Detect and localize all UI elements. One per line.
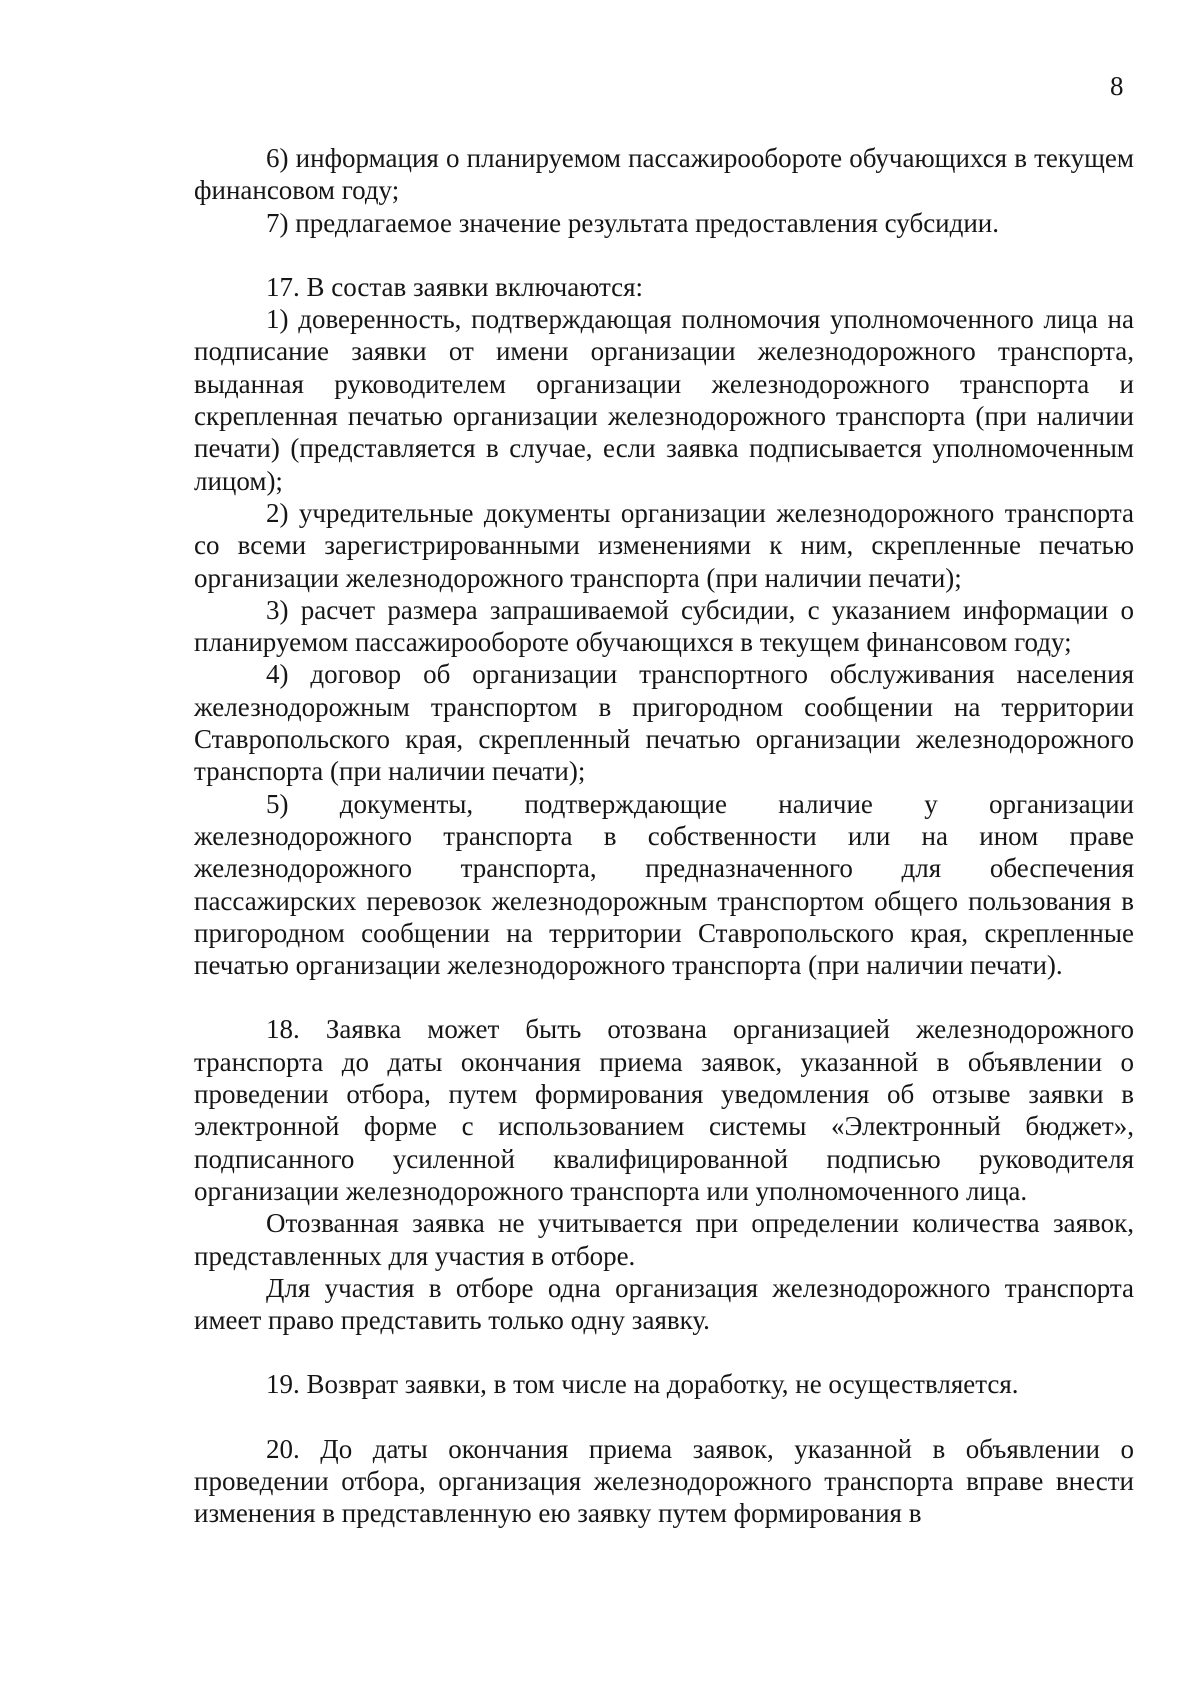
paragraph-17-item-3: 3) расчет размера запрашиваемой субсидии, с указанием информации о планируемом пассажирообороте обучающихся в текущем финансовом году;	[194, 594, 1134, 658]
paragraph-17-item-5: 5) документы, подтверждающие наличие у организации железнодорожного транспорта в собственности или на ином праве железнодорожного транспорта, предназначенного для обеспечения пассажирских перевозок железнодорожным транспортом общего пользования в пригородном сообщении на территории Ставропольского края, скрепленные печатью организации железнодорожного транспорта (при наличии печати).	[194, 788, 1134, 981]
paragraph-gap	[194, 1401, 1134, 1433]
paragraph-gap	[194, 239, 1134, 271]
paragraph-17-item-1: 1) доверенность, подтверждающая полномочия уполномоченного лица на подписание заявки от имени организации железнодорожного транспорта, выданная руководителем организации железнодорожного транспорта и скрепленная печатью организации железнодорожного транспорта (при наличии печати) (представляется в случае, если заявка подписывается уполномоченным лицом);	[194, 304, 1134, 496]
paragraph-section-18: 18. Заявка может быть отозвана организацией железнодорожного транспорта до даты окончания приема заявок, указанной в объявлении о проведении отбора, путем формирования уведомления об отзыве заявки в электронной форме с использованием системы «Электронный бюджет», подписанного усиленной квалифицированной подписью руководителя организации железнодорожного транспорта или уполномоченного лица.	[194, 1014, 1134, 1206]
paragraph-18-note-1: Отозванная заявка не учитывается при определении количества заявок, представленных для участия в отборе.	[194, 1208, 1134, 1271]
page-number: 8	[1110, 71, 1124, 101]
paragraph-section-17: 17. В состав заявки включаются:	[266, 271, 644, 302]
document-body	[194, 142, 1134, 1530]
paragraph-gap	[194, 981, 1134, 1013]
paragraph-item-6: 6) информация о планируемом пассажирообороте обучающихся в текущем финансовом году;	[194, 143, 1134, 206]
paragraph-gap	[194, 1336, 1134, 1368]
paragraph-section-20: 20. До даты окончания приема заявок, указанной в объявлении о проведении отбора, организация железнодорожного транспорта вправе внести изменения в представленную ею заявку путем формирования в	[194, 1433, 1134, 1529]
paragraph-18-note-2: Для участия в отборе одна организация железнодорожного транспорта имеет право представить только одну заявку.	[194, 1272, 1134, 1336]
paragraph-item-7: 7) предлагаемое значение результата предоставления субсидии.	[266, 207, 1000, 238]
paragraph-section-19: 19. Возврат заявки, в том числе на доработку, не осуществляется.	[266, 1369, 1019, 1400]
paragraph-17-item-2: 2) учредительные документы организации железнодорожного транспорта со всеми зарегистрированными изменениями к ним, скрепленные печатью организации железнодорожного транспорта (при наличии печати);	[194, 497, 1134, 593]
paragraph-17-item-4: 4) договор об организации транспортного обслуживания населения железнодорожным транспортом в пригородном сообщении на территории Ставропольского края, скрепленный печатью организации железнодорожного транспорта (при наличии печати);	[194, 659, 1134, 787]
